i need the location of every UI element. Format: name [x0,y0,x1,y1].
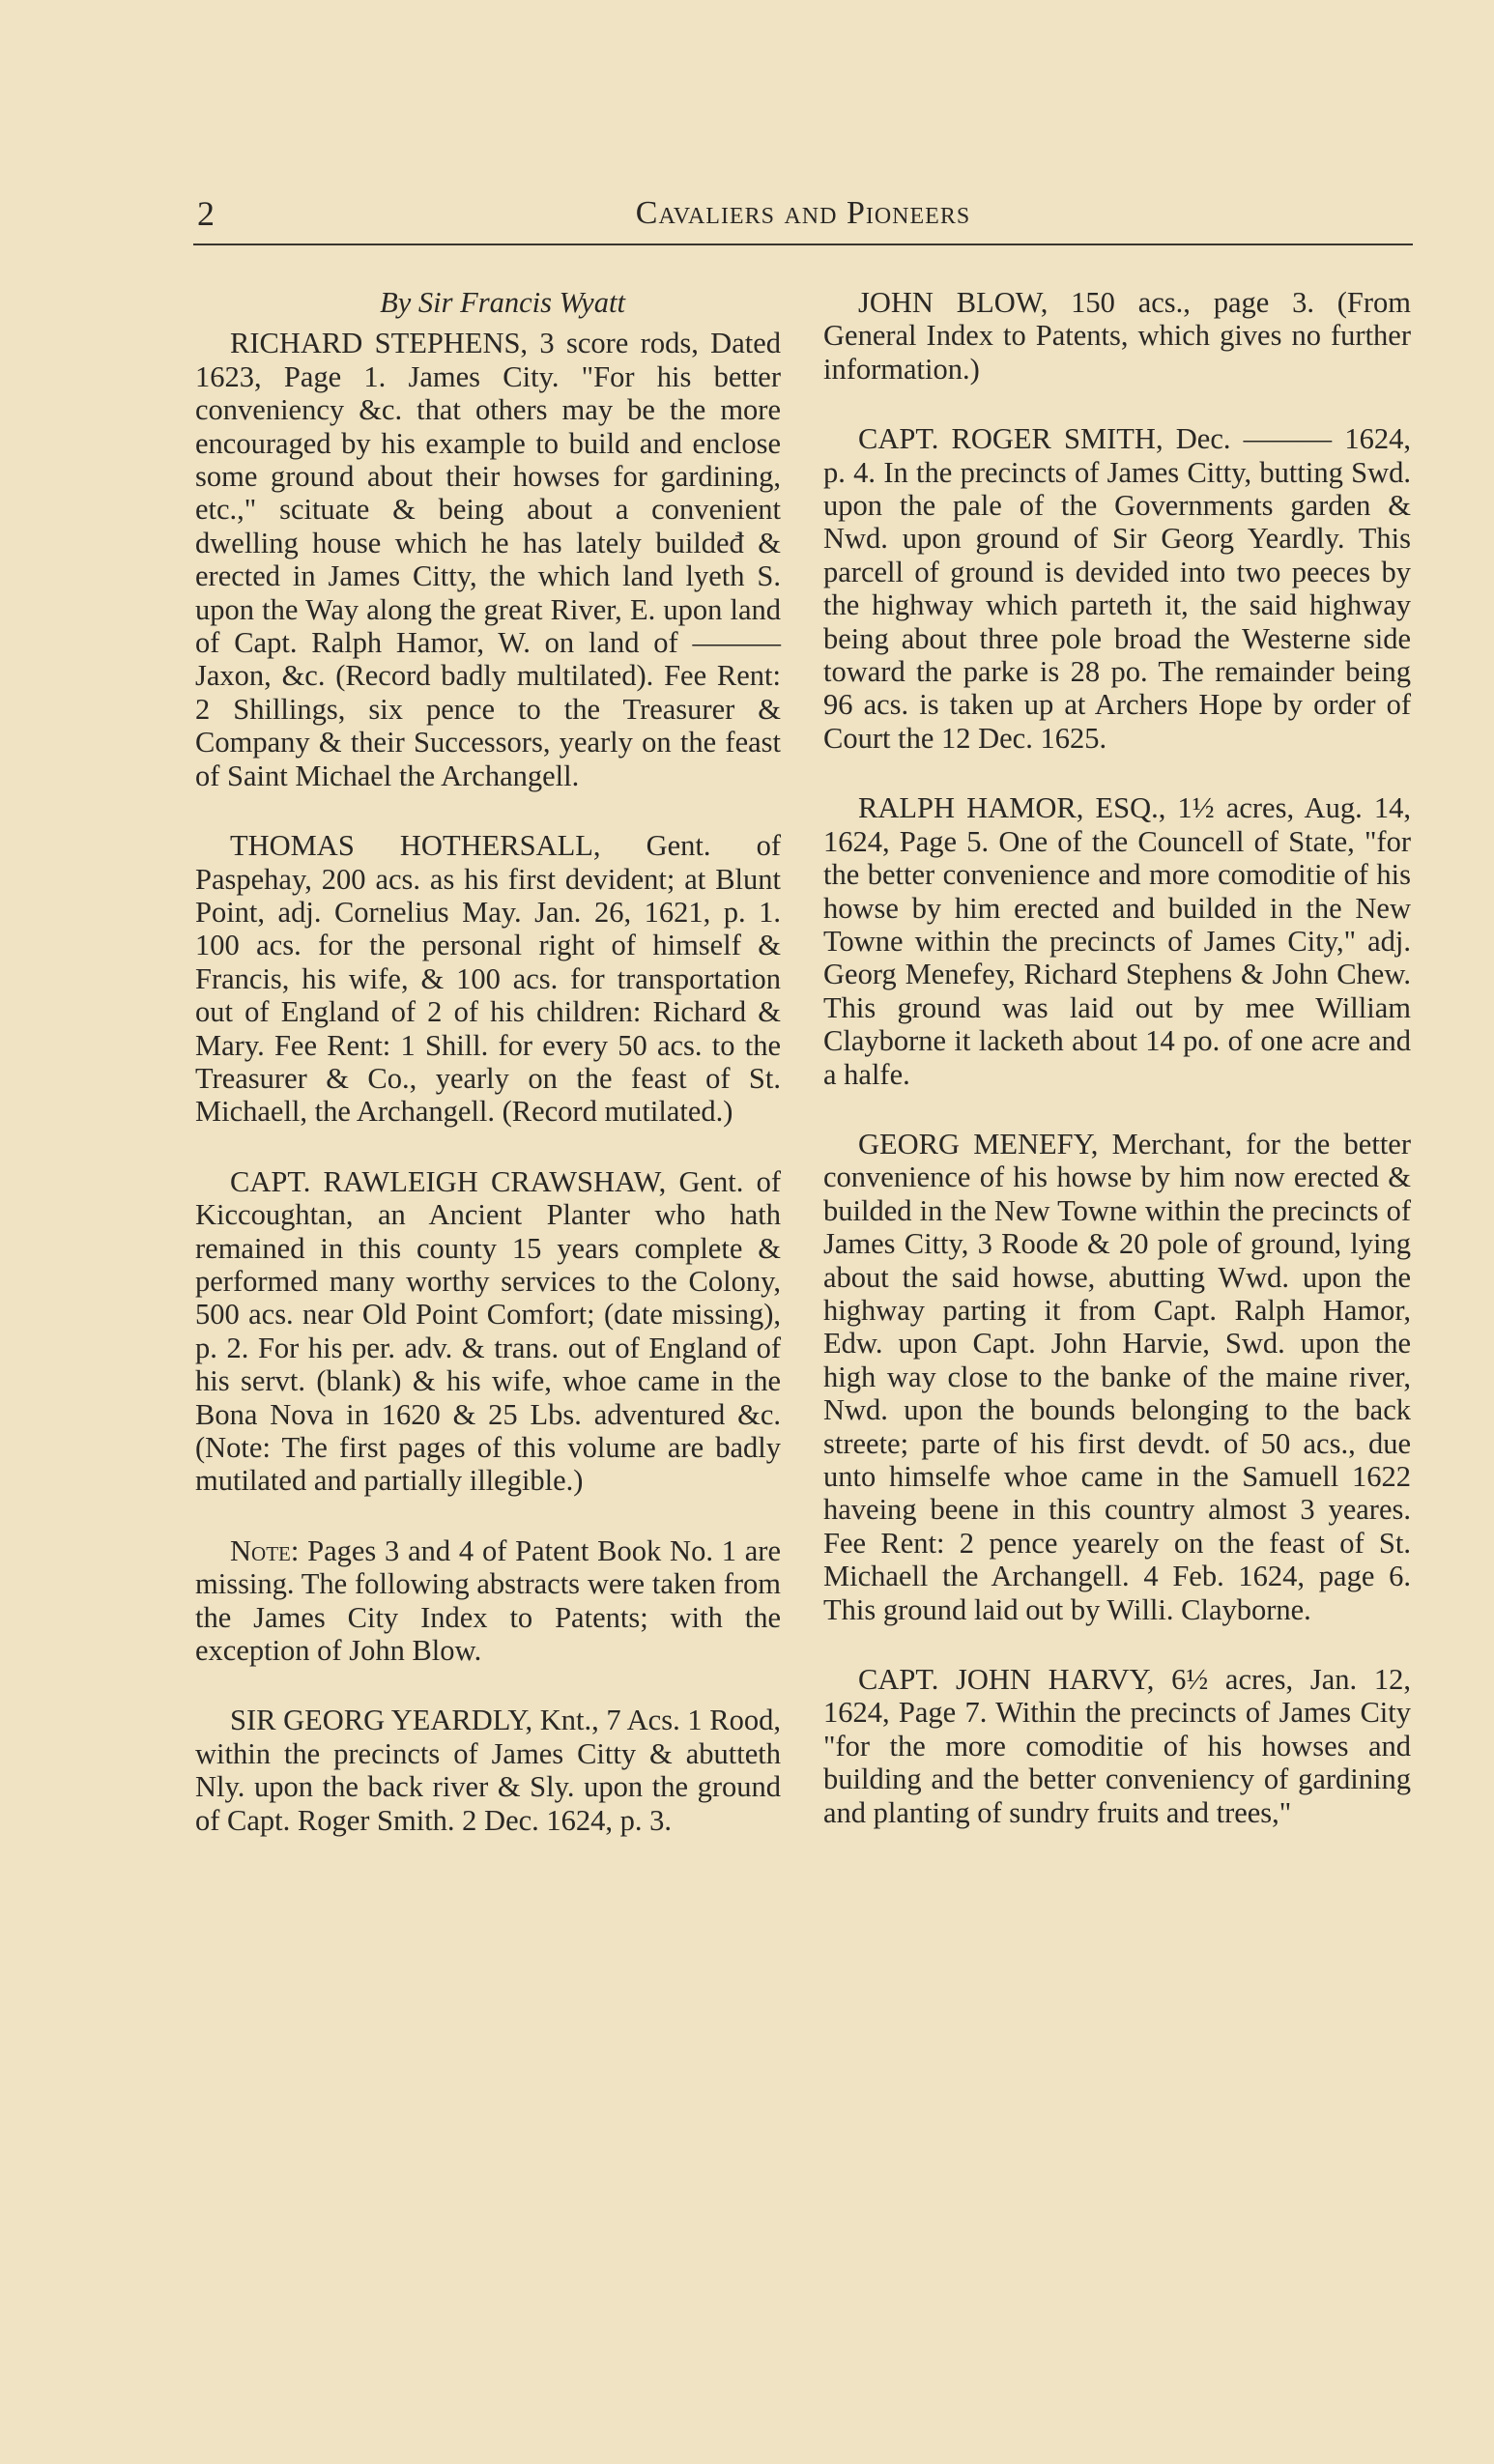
entry-gap [195,1667,781,1704]
note-text: Pages 3 and 4 of Patent Book No. 1 are missing. The following abstracts were taken from the James City Index to Patents; with the exception of John Blow. [195,1533,781,1668]
page-header [193,189,1413,238]
entry-gap [823,755,1411,791]
patent-entry: CAPT. ROGER SMITH, Dec. ——— 1624, p. 4. In the precincts of James Citty, butting Swd. upon the pale of the Governments garden & Nwd. upon ground of Sir Georg Yeardly. This parcell of ground is devided into two peeces by the highway which parteth it, the said highway being about three pole broad the Westerne side toward the parke is 28 po. The remainder being 96 acs. is taken up at Archers Hope by order of Court the 12 Dec. 1625. [823,422,1411,755]
entry-gap [195,792,781,829]
entry-gap [823,1091,1411,1128]
right-column [823,286,1411,1829]
patent-entry: CAPT. RAWLEIGH CRAWSHAW, Gent. of Kiccoughtan, an Ancient Planter who hath remained in this county 15 years complete & performed many worthy services to the Colony, 500 acs. near Old Point Comfort; (date missing), p. 2. For his per. adv. & trans. out of England of his servt. (blank) & his wife, whoe came in the Bona Nova in 1620 & 25 Lbs. adventured &c. (Note: The first pages of this volume are badly mutilated and partially illegible.) [195,1164,781,1498]
patent-entry: CAPT. JOHN HARVY, 6½ acres, Jan. 12, 1624, Page 7. Within the precincts of James City "for the more comoditie of his howses and building and the better conveniency of gardining and planting of sundry fruits and trees," [823,1663,1411,1829]
page-number: 2 [197,194,215,233]
patent-entry: THOMAS HOTHERSALL, Gent. of Paspehay, 200 acs. as his first devident; at Blunt Point, adj. Cornelius May. Jan. 26, 1621, p. 1. 100 acs. for the personal right of himself & Francis, his wife, & 100 acs. for transportation out of England of 2 of his children: Richard & Mary. Fee Rent: 1 Shill. for every 50 acs. to the Treasurer & Co., yearly on the feast of St. Michaell, the Archangell. (Record mutilated.) [195,829,781,1129]
patent-entry: RICHARD STEPHENS, 3 score rods, Dated 1623, Page 1. James City. "For his better conveniency &c. that others may be the more encouraged by his example to build and enclose some ground about their howses for gardining, etc.," scituate & being about a convenient dwelling house which he has lately buildeđ & erected in James Citty, the which land lyeth S. upon the Way along the great River, E. upon land of Capt. Ralph Hamor, W. on land of ——— Jaxon, &c. (Record badly multilated). Fee Rent: 2 Shillings, six pence to the Treasurer & Company & their Successors, yearly on the feast of Saint Michael the Archangell. [195,327,781,792]
header-rule [193,244,1413,245]
left-column [195,286,781,1837]
running-title: Cavaliers and Pioneers [635,195,971,231]
byline: By Sir Francis Wyatt [380,286,625,319]
entry-gap [195,1129,781,1165]
patent-entry: RALPH HAMOR, ESQ., 1½ acres, Aug. 14, 1624, Page 5. One of the Councell of State, "for the better convenience and more comoditie of his howse by him erected and builded in the New Towne within the precincts of James City," adj. Georg Menefey, Richard Stephens & John Chew. This ground was laid out by mee William Clayborne it lacketh about 14 po. of one acre and a halfe. [823,791,1411,1091]
editorial-note [195,1534,781,1668]
note-label: Note: [230,1533,300,1567]
entry-gap [195,1498,781,1534]
patent-entry: GEORG MENEFY, Merchant, for the better convenience of his howse by him now erected & builded in the New Towne within the precincts of James Citty, 3 Roode & 20 pole of ground, lying about the said howse, abutting Wwd. upon the highway parting it from Capt. Ralph Hamor, Edw. upon Capt. John Harvie, Swd. upon the high way close to the banke of the maine river, Nwd. upon the bounds belonging to the back streete; parte of his first devdt. of 50 acs., due unto himselfe whoe came in the Samuell 1622 haveing beene in this country almost 3 yeares. Fee Rent: 2 pence yearely on the feast of St. Michaell the Archangell. 4 Feb. 1624, page 6. This ground laid out by Willi. Clayborne. [823,1127,1411,1626]
entry-gap [823,386,1411,422]
entry-gap [823,1626,1411,1663]
patent-entry: SIR GEORG YEARDLY, Knt., 7 Acs. 1 Rood, within the precincts of James Citty & abutteth Nly. upon the back river & Sly. upon the ground of Capt. Roger Smith. 2 Dec. 1624, p. 3. [195,1704,781,1837]
patent-entry: JOHN BLOW, 150 acs., page 3. (From General Index to Patents, which gives no further information.) [823,286,1411,386]
